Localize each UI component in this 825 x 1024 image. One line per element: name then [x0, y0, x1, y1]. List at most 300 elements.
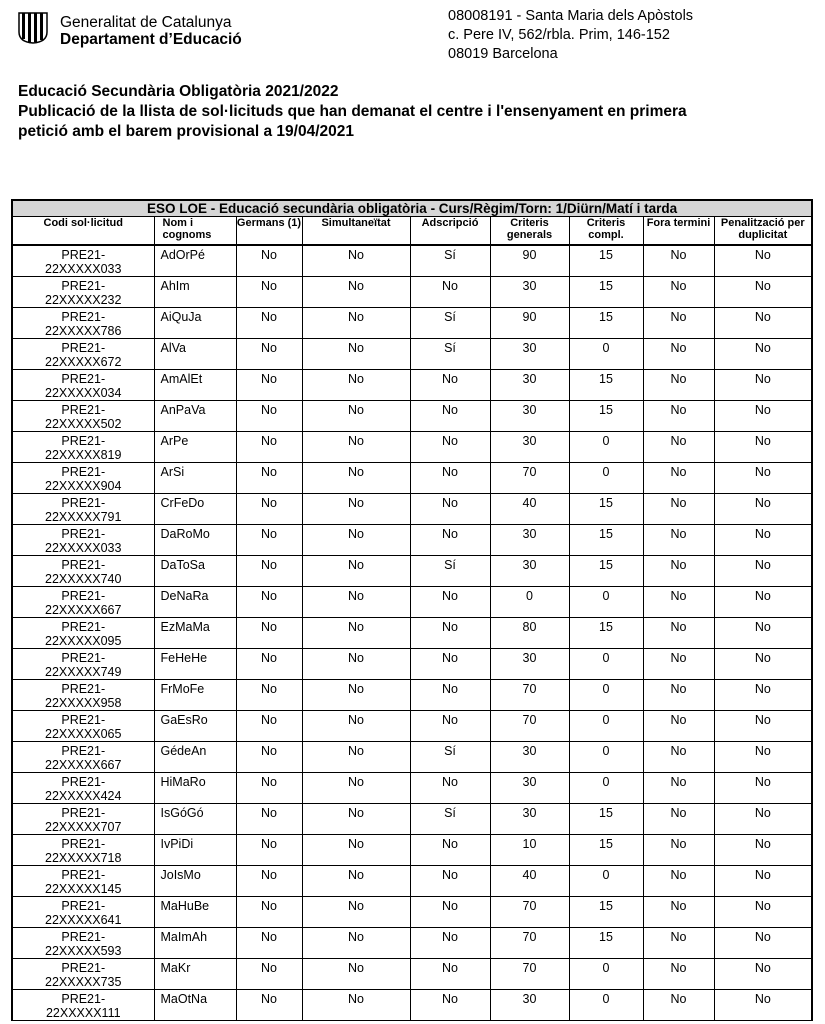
cell-penalitzacio: No	[714, 401, 812, 432]
codi-prefix: PRE21-	[61, 899, 106, 913]
cell-criteris-compl: 15	[569, 401, 643, 432]
codi-number: 22XXXXX672	[45, 355, 122, 369]
cell-codi	[12, 463, 154, 494]
cell-name: AhIm	[154, 277, 236, 308]
catalan-flag-icon	[18, 12, 48, 44]
cell-germans: No	[236, 556, 302, 587]
cell-simultaneitat: No	[302, 835, 410, 866]
cell-germans: No	[236, 897, 302, 928]
cell-criteris-compl: 15	[569, 556, 643, 587]
cell-name: DeNaRa	[154, 587, 236, 618]
codi-number: 22XXXXX749	[45, 665, 122, 679]
cell-codi	[12, 742, 154, 773]
table-row	[12, 587, 812, 618]
cell-adscripcio: No	[410, 928, 490, 959]
cell-fora-termini: No	[643, 587, 714, 618]
cell-simultaneitat: No	[302, 339, 410, 370]
cell-name: ArPe	[154, 432, 236, 463]
cell-criteris-generals: 10	[490, 835, 569, 866]
cell-criteris-compl: 15	[569, 897, 643, 928]
cell-penalitzacio: No	[714, 928, 812, 959]
cell-name: AnPaVa	[154, 401, 236, 432]
cell-criteris-generals: 70	[490, 711, 569, 742]
title-line-1: Educació Secundària Obligatòria 2021/2022	[18, 83, 339, 100]
cell-codi	[12, 990, 154, 1021]
codi-prefix: PRE21-	[61, 372, 106, 386]
cell-fora-termini: No	[643, 618, 714, 649]
cell-fora-termini: No	[643, 866, 714, 897]
cell-name: MaImAh	[154, 928, 236, 959]
cell-adscripcio: No	[410, 370, 490, 401]
cell-codi	[12, 525, 154, 556]
cell-germans: No	[236, 587, 302, 618]
codi-prefix: PRE21-	[61, 744, 106, 758]
cell-criteris-compl: 15	[569, 245, 643, 277]
title-line-3: petició amb el barem provisional a 19/04/2021	[18, 123, 354, 140]
government-heading	[60, 14, 242, 48]
cell-fora-termini: No	[643, 401, 714, 432]
cell-criteris-generals: 30	[490, 742, 569, 773]
codi-prefix: PRE21-	[61, 620, 106, 634]
codi-number: 22XXXXX034	[45, 386, 122, 400]
cell-germans: No	[236, 494, 302, 525]
cell-germans: No	[236, 804, 302, 835]
cell-penalitzacio: No	[714, 680, 812, 711]
codi-number: 22XXXXX667	[45, 603, 122, 617]
codi-number: 22XXXXX667	[45, 758, 122, 772]
cell-penalitzacio: No	[714, 866, 812, 897]
codi-prefix: PRE21-	[61, 775, 106, 789]
cell-adscripcio: No	[410, 432, 490, 463]
cell-simultaneitat: No	[302, 711, 410, 742]
cell-germans: No	[236, 835, 302, 866]
cell-germans: No	[236, 525, 302, 556]
codi-number: 22XXXXX904	[45, 479, 122, 493]
cell-adscripcio: No	[410, 866, 490, 897]
codi-number: 22XXXXX095	[45, 634, 122, 648]
cell-simultaneitat: No	[302, 370, 410, 401]
cell-germans: No	[236, 432, 302, 463]
cell-criteris-generals: 80	[490, 618, 569, 649]
codi-number: 22XXXXX718	[45, 851, 122, 865]
cell-codi	[12, 494, 154, 525]
col-adscripcio-header: Adscripció	[410, 217, 490, 246]
cell-criteris-generals: 40	[490, 866, 569, 897]
codi-prefix: PRE21-	[61, 961, 106, 975]
cell-adscripcio: No	[410, 587, 490, 618]
cell-simultaneitat: No	[302, 773, 410, 804]
codi-prefix: PRE21-	[61, 403, 106, 417]
cell-germans: No	[236, 277, 302, 308]
cell-codi	[12, 680, 154, 711]
document-title	[18, 82, 808, 142]
cell-codi	[12, 339, 154, 370]
cell-criteris-generals: 70	[490, 680, 569, 711]
table-row	[12, 370, 812, 401]
codi-number: 22XXXXX707	[45, 820, 122, 834]
cell-fora-termini: No	[643, 649, 714, 680]
cell-simultaneitat: No	[302, 959, 410, 990]
cell-criteris-compl: 0	[569, 866, 643, 897]
codi-prefix: PRE21-	[61, 341, 106, 355]
table-row	[12, 432, 812, 463]
cell-penalitzacio: No	[714, 277, 812, 308]
cell-name: IvPiDi	[154, 835, 236, 866]
cell-criteris-compl: 0	[569, 742, 643, 773]
cell-codi	[12, 773, 154, 804]
cell-germans: No	[236, 773, 302, 804]
cell-penalitzacio: No	[714, 432, 812, 463]
codi-prefix: PRE21-	[61, 465, 106, 479]
cell-criteris-generals: 30	[490, 370, 569, 401]
school-street: c. Pere IV, 562/rbla. Prim, 146-152	[448, 27, 670, 43]
cell-adscripcio: Sí	[410, 804, 490, 835]
cell-criteris-generals: 90	[490, 245, 569, 277]
cell-fora-termini: No	[643, 245, 714, 277]
cell-fora-termini: No	[643, 370, 714, 401]
codi-number: 22XXXXX641	[45, 913, 122, 927]
table-row	[12, 556, 812, 587]
codi-prefix: PRE21-	[61, 496, 106, 510]
table-row	[12, 742, 812, 773]
school-address	[448, 7, 693, 64]
codi-prefix: PRE21-	[61, 806, 106, 820]
cell-penalitzacio: No	[714, 308, 812, 339]
table-row	[12, 897, 812, 928]
codi-prefix: PRE21-	[61, 868, 106, 882]
codi-prefix: PRE21-	[61, 837, 106, 851]
table-row	[12, 835, 812, 866]
cell-criteris-compl: 15	[569, 370, 643, 401]
col-fora-termini-header: Fora termini	[643, 217, 714, 246]
cell-germans: No	[236, 618, 302, 649]
table-row	[12, 990, 812, 1021]
cell-fora-termini: No	[643, 525, 714, 556]
col-criteris-generals-header: Criteris generals	[490, 217, 569, 246]
cell-codi	[12, 835, 154, 866]
school-name: 08008191 - Santa Maria dels Apòstols	[448, 8, 694, 24]
codi-number: 22XXXXX424	[45, 789, 122, 803]
codi-number: 22XXXXX740	[45, 572, 122, 586]
cell-codi	[12, 959, 154, 990]
cell-adscripcio: Sí	[410, 308, 490, 339]
col-codi-header: Codi sol·licitud	[12, 217, 154, 246]
cell-name: EzMaMa	[154, 618, 236, 649]
cell-fora-termini: No	[643, 432, 714, 463]
cell-name: GédeAn	[154, 742, 236, 773]
codi-prefix: PRE21-	[61, 930, 106, 944]
cell-criteris-generals: 30	[490, 556, 569, 587]
cell-penalitzacio: No	[714, 990, 812, 1021]
cell-criteris-compl: 15	[569, 618, 643, 649]
codi-number: 22XXXXX786	[45, 324, 122, 338]
cell-criteris-generals: 30	[490, 401, 569, 432]
gov-name: Generalitat de Catalunya	[60, 14, 232, 31]
cell-criteris-compl: 15	[569, 525, 643, 556]
cell-codi	[12, 587, 154, 618]
table-row	[12, 277, 812, 308]
codi-number: 22XXXXX111	[45, 1006, 121, 1020]
cell-adscripcio: No	[410, 277, 490, 308]
cell-penalitzacio: No	[714, 959, 812, 990]
cell-criteris-generals: 70	[490, 897, 569, 928]
cell-fora-termini: No	[643, 742, 714, 773]
cell-fora-termini: No	[643, 339, 714, 370]
cell-adscripcio: Sí	[410, 245, 490, 277]
cell-simultaneitat: No	[302, 928, 410, 959]
cell-adscripcio: No	[410, 680, 490, 711]
cell-adscripcio: Sí	[410, 742, 490, 773]
cell-fora-termini: No	[643, 308, 714, 339]
cell-adscripcio: No	[410, 401, 490, 432]
cell-criteris-compl: 0	[569, 959, 643, 990]
cell-name: AiQuJa	[154, 308, 236, 339]
cell-penalitzacio: No	[714, 587, 812, 618]
codi-number: 22XXXXX791	[45, 510, 122, 524]
cell-penalitzacio: No	[714, 618, 812, 649]
codi-number: 22XXXXX819	[45, 448, 122, 462]
codi-number: 22XXXXX593	[45, 944, 122, 958]
cell-criteris-compl: 15	[569, 308, 643, 339]
cell-germans: No	[236, 990, 302, 1021]
cell-criteris-generals: 90	[490, 308, 569, 339]
cell-codi	[12, 308, 154, 339]
cell-criteris-generals: 70	[490, 463, 569, 494]
cell-germans: No	[236, 463, 302, 494]
cell-name: MaHuBe	[154, 897, 236, 928]
cell-name: DaRoMo	[154, 525, 236, 556]
cell-simultaneitat: No	[302, 804, 410, 835]
codi-number: 22XXXXX145	[45, 882, 122, 896]
table-row	[12, 680, 812, 711]
col-nom-header: Nom i cognoms	[154, 217, 236, 246]
cell-criteris-compl: 15	[569, 804, 643, 835]
cell-germans: No	[236, 680, 302, 711]
cell-germans: No	[236, 711, 302, 742]
cell-penalitzacio: No	[714, 494, 812, 525]
cell-penalitzacio: No	[714, 649, 812, 680]
cell-penalitzacio: No	[714, 897, 812, 928]
cell-germans: No	[236, 308, 302, 339]
codi-prefix: PRE21-	[61, 434, 106, 448]
cell-criteris-generals: 30	[490, 804, 569, 835]
cell-codi	[12, 432, 154, 463]
cell-fora-termini: No	[643, 773, 714, 804]
cell-adscripcio: No	[410, 494, 490, 525]
cell-simultaneitat: No	[302, 990, 410, 1021]
cell-name: MaOtNa	[154, 990, 236, 1021]
school-city: 08019 Barcelona	[448, 46, 558, 62]
cell-criteris-generals: 70	[490, 959, 569, 990]
cell-criteris-generals: 30	[490, 277, 569, 308]
table-row	[12, 804, 812, 835]
cell-simultaneitat: No	[302, 432, 410, 463]
cell-penalitzacio: No	[714, 463, 812, 494]
table-caption: ESO LOE - Educació secundària obligatòria - Curs/Règim/Torn: 1/Diürn/Matí i tarda	[12, 200, 812, 217]
cell-codi	[12, 370, 154, 401]
table-row	[12, 711, 812, 742]
codi-prefix: PRE21-	[61, 682, 106, 696]
cell-criteris-compl: 0	[569, 680, 643, 711]
cell-name: IsGóGó	[154, 804, 236, 835]
cell-codi	[12, 804, 154, 835]
cell-name: HiMaRo	[154, 773, 236, 804]
cell-simultaneitat: No	[302, 618, 410, 649]
cell-criteris-compl: 15	[569, 277, 643, 308]
cell-germans: No	[236, 742, 302, 773]
cell-simultaneitat: No	[302, 649, 410, 680]
codi-prefix: PRE21-	[61, 279, 106, 293]
cell-adscripcio: Sí	[410, 556, 490, 587]
cell-fora-termini: No	[643, 680, 714, 711]
cell-name: AlVa	[154, 339, 236, 370]
table-row	[12, 339, 812, 370]
cell-simultaneitat: No	[302, 277, 410, 308]
cell-adscripcio: No	[410, 618, 490, 649]
cell-adscripcio: No	[410, 990, 490, 1021]
cell-adscripcio: Sí	[410, 339, 490, 370]
cell-simultaneitat: No	[302, 401, 410, 432]
cell-simultaneitat: No	[302, 680, 410, 711]
codi-number: 22XXXXX232	[45, 293, 122, 307]
cell-criteris-compl: 15	[569, 928, 643, 959]
table-row	[12, 308, 812, 339]
codi-number: 22XXXXX033	[45, 262, 122, 276]
cell-name: CrFeDo	[154, 494, 236, 525]
cell-criteris-generals: 0	[490, 587, 569, 618]
table-row	[12, 401, 812, 432]
department-name: Departament d’Educació	[60, 31, 242, 48]
codi-prefix: PRE21-	[61, 248, 106, 262]
cell-germans: No	[236, 370, 302, 401]
cell-codi	[12, 866, 154, 897]
cell-criteris-compl: 0	[569, 339, 643, 370]
cell-name: ArSi	[154, 463, 236, 494]
cell-germans: No	[236, 339, 302, 370]
table-row	[12, 463, 812, 494]
cell-fora-termini: No	[643, 556, 714, 587]
cell-codi	[12, 928, 154, 959]
table-row	[12, 866, 812, 897]
cell-fora-termini: No	[643, 897, 714, 928]
cell-criteris-generals: 30	[490, 773, 569, 804]
cell-simultaneitat: No	[302, 463, 410, 494]
cell-codi	[12, 618, 154, 649]
table-row	[12, 525, 812, 556]
applications-table	[11, 199, 813, 1021]
cell-name: MaKr	[154, 959, 236, 990]
cell-criteris-generals: 30	[490, 990, 569, 1021]
cell-simultaneitat: No	[302, 245, 410, 277]
cell-simultaneitat: No	[302, 897, 410, 928]
col-criteris-compl-header: Criteris compl.	[569, 217, 643, 246]
cell-adscripcio: No	[410, 773, 490, 804]
cell-criteris-compl: 0	[569, 463, 643, 494]
applications-table-wrapper	[11, 199, 811, 1021]
cell-adscripcio: No	[410, 649, 490, 680]
cell-adscripcio: No	[410, 463, 490, 494]
cell-criteris-compl: 0	[569, 649, 643, 680]
title-line-2: Publicació de la llista de sol·licituds que han demanat el centre i l'ensenyament en primera	[18, 103, 687, 120]
cell-germans: No	[236, 401, 302, 432]
cell-penalitzacio: No	[714, 525, 812, 556]
cell-germans: No	[236, 928, 302, 959]
cell-codi	[12, 711, 154, 742]
cell-criteris-compl: 15	[569, 835, 643, 866]
cell-criteris-generals: 30	[490, 649, 569, 680]
cell-adscripcio: No	[410, 525, 490, 556]
cell-criteris-generals: 70	[490, 928, 569, 959]
codi-number: 22XXXXX958	[45, 696, 122, 710]
cell-penalitzacio: No	[714, 711, 812, 742]
col-penalitzacio-header: Penalització per duplicitat	[714, 217, 812, 246]
cell-criteris-compl: 15	[569, 494, 643, 525]
cell-penalitzacio: No	[714, 835, 812, 866]
cell-criteris-compl: 0	[569, 711, 643, 742]
cell-codi	[12, 897, 154, 928]
cell-codi	[12, 649, 154, 680]
codi-number: 22XXXXX735	[45, 975, 122, 989]
cell-criteris-compl: 0	[569, 990, 643, 1021]
codi-prefix: PRE21-	[61, 713, 106, 727]
cell-name: AmAlEt	[154, 370, 236, 401]
cell-simultaneitat: No	[302, 494, 410, 525]
cell-fora-termini: No	[643, 277, 714, 308]
cell-name: FrMoFe	[154, 680, 236, 711]
table-row	[12, 959, 812, 990]
cell-penalitzacio: No	[714, 339, 812, 370]
cell-name: AdOrPé	[154, 245, 236, 277]
cell-name: DaToSa	[154, 556, 236, 587]
cell-fora-termini: No	[643, 494, 714, 525]
cell-germans: No	[236, 866, 302, 897]
cell-codi	[12, 245, 154, 277]
cell-germans: No	[236, 959, 302, 990]
table-row	[12, 245, 812, 277]
cell-fora-termini: No	[643, 463, 714, 494]
cell-penalitzacio: No	[714, 370, 812, 401]
cell-penalitzacio: No	[714, 742, 812, 773]
codi-prefix: PRE21-	[61, 310, 106, 324]
cell-simultaneitat: No	[302, 742, 410, 773]
cell-penalitzacio: No	[714, 245, 812, 277]
cell-penalitzacio: No	[714, 773, 812, 804]
cell-penalitzacio: No	[714, 804, 812, 835]
cell-codi	[12, 556, 154, 587]
cell-codi	[12, 401, 154, 432]
cell-fora-termini: No	[643, 928, 714, 959]
cell-name: FeHeHe	[154, 649, 236, 680]
cell-criteris-generals: 30	[490, 432, 569, 463]
cell-name: JoIsMo	[154, 866, 236, 897]
cell-criteris-generals: 30	[490, 525, 569, 556]
cell-adscripcio: No	[410, 835, 490, 866]
cell-adscripcio: No	[410, 711, 490, 742]
cell-criteris-compl: 0	[569, 587, 643, 618]
cell-criteris-generals: 40	[490, 494, 569, 525]
cell-penalitzacio: No	[714, 556, 812, 587]
cell-simultaneitat: No	[302, 308, 410, 339]
codi-number: 22XXXXX033	[45, 541, 122, 555]
col-germans-header: Germans (1)	[236, 217, 302, 246]
codi-prefix: PRE21-	[61, 992, 106, 1006]
cell-criteris-generals: 30	[490, 339, 569, 370]
cell-criteris-compl: 0	[569, 432, 643, 463]
cell-fora-termini: No	[643, 711, 714, 742]
cell-criteris-compl: 0	[569, 773, 643, 804]
codi-number: 22XXXXX065	[45, 727, 122, 741]
cell-name: GaEsRo	[154, 711, 236, 742]
